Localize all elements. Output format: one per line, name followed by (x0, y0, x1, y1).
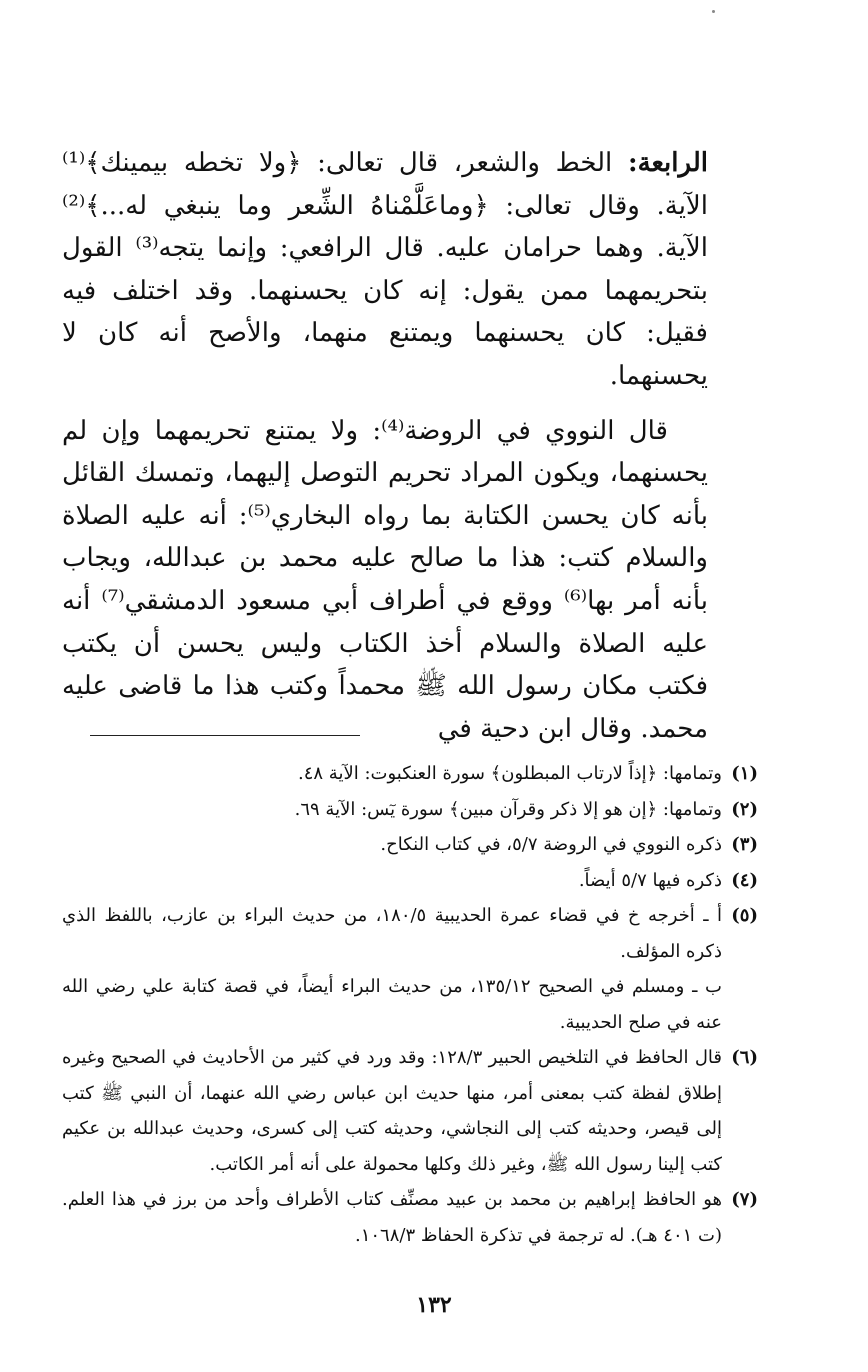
footnote-number: (٧) (731, 1189, 758, 1210)
footnote-text: وتمامها: ﴿إذاً لارتاب المبطلون﴾ سورة العنكبوت: الآية ٤٨. (298, 763, 722, 784)
section-lead: الرابعة: (627, 148, 708, 178)
footnote-number: (٣) (731, 834, 758, 855)
footnote-4 (62, 863, 758, 899)
main-text (62, 142, 708, 762)
footnotes (62, 756, 758, 1253)
paragraph-1-text: الخط والشعر، قال تعالى: ﴿ولا تخطه بيمينك﴾⁽¹⁾ الآية. وقال تعالى: ﴿وماعَلَّمْناهُ الشِّعر وما ينبغي له...﴾⁽²⁾ الآية. وهما حرامان عليه. قال الرافعي: وإنما يتجه⁽³⁾ القول بتحريمهما ممن يقول: إنه كان يحسنهما. وقد اختلف فيه فقيل: كان يحسنهما ويمتنع منهما، والأصح أنه كان لا يحسنهما. (62, 148, 708, 391)
scan-speck (712, 10, 715, 13)
footnote-text: أ ـ أخرجه خ في قضاء عمرة الحديبية ١٨٠/٥، من حديث البراء بن عازب، باللفظ الذي ذكره المؤلف. (62, 905, 722, 962)
footnote-5-sub: ب ـ ومسلم في الصحيح ١٣٥/١٢، من حديث البراء أيضاً، في قصة كتابة علي رضي الله عنه في صلح الحديبية. (62, 976, 722, 1033)
footnote-7 (62, 1182, 758, 1253)
page-number: ١٣٢ (416, 1292, 452, 1318)
footnote-number: (٢) (731, 798, 758, 820)
footnote-text: وتمامها: ﴿إن هو إلا ذكر وقرآن مبين﴾ سورة يٓس: الآية ٦٩. (294, 798, 722, 820)
footnote-text: ذكره فيها ٥/٧ أيضاً. (578, 869, 722, 891)
footnote-5 (62, 898, 758, 969)
footnote-number: (١) (731, 763, 758, 784)
footnote-2 (62, 792, 758, 828)
footnote-3 (62, 827, 758, 863)
footnote-number: (٦) (731, 1047, 758, 1068)
footnote-number: (٤) (731, 869, 758, 891)
footnote-separator (90, 735, 360, 736)
footnote-1 (62, 756, 758, 792)
footnote-6 (62, 1040, 758, 1182)
footnote-text: هو الحافظ إبراهيم بن محمد بن عبيد مصنِّف كتاب الأطراف وأحد من برز في هذا العلم. (ت ٤٠١ هـ). له ترجمة في تذكرة الحفاظ ١٠٦٨/٣. (62, 1189, 722, 1246)
footnote-number: (٥) (731, 905, 758, 926)
footnote-text: ذكره النووي في الروضة ٥/٧، في كتاب النكاح. (380, 834, 722, 855)
paragraph-1 (62, 142, 708, 398)
footnote-text: قال الحافظ في التلخيص الحبير ١٢٨/٣: وقد ورد في كثير من الأحاديث في الصحيح وغيره إطلاق لفظة كتب بمعنى أمر، منها حديث ابن عباس رضي الله عنهما، أن النبي ﷺ كتب إلى قيصر، وحديثه كتب إلى النجاشي، وحديثه كتب إلى كسرى، وحديث عبدالله بن عكيم كتب إلينا رسول الله ﷺ، وغير ذلك وكلها محمولة على أنه أمر الكاتب. (62, 1047, 722, 1175)
paragraph-2: قال النووي في الروضة⁽⁴⁾: ولا يمتنع تحريمهما وإن لم يحسنهما، ويكون المراد تحريم التوصل إليهما، وتمسك القائل بأنه كان يحسن الكتابة بما رواه البخاري⁽⁵⁾: أنه عليه الصلاة والسلام كتب: هذا ما صالح عليه محمد بن عبدالله، ويجاب بأنه أمر بها⁽⁶⁾ ووقع في أطراف أبي مسعود الدمشقي⁽⁷⁾ أنه عليه الصلاة والسلام أخذ الكتاب وليس يحسن أن يكتب فكتب مكان رسول الله ﷺ محمداً وكتب هذا ما قاضى عليه محمد. وقال ابن دحية في (62, 415, 708, 744)
